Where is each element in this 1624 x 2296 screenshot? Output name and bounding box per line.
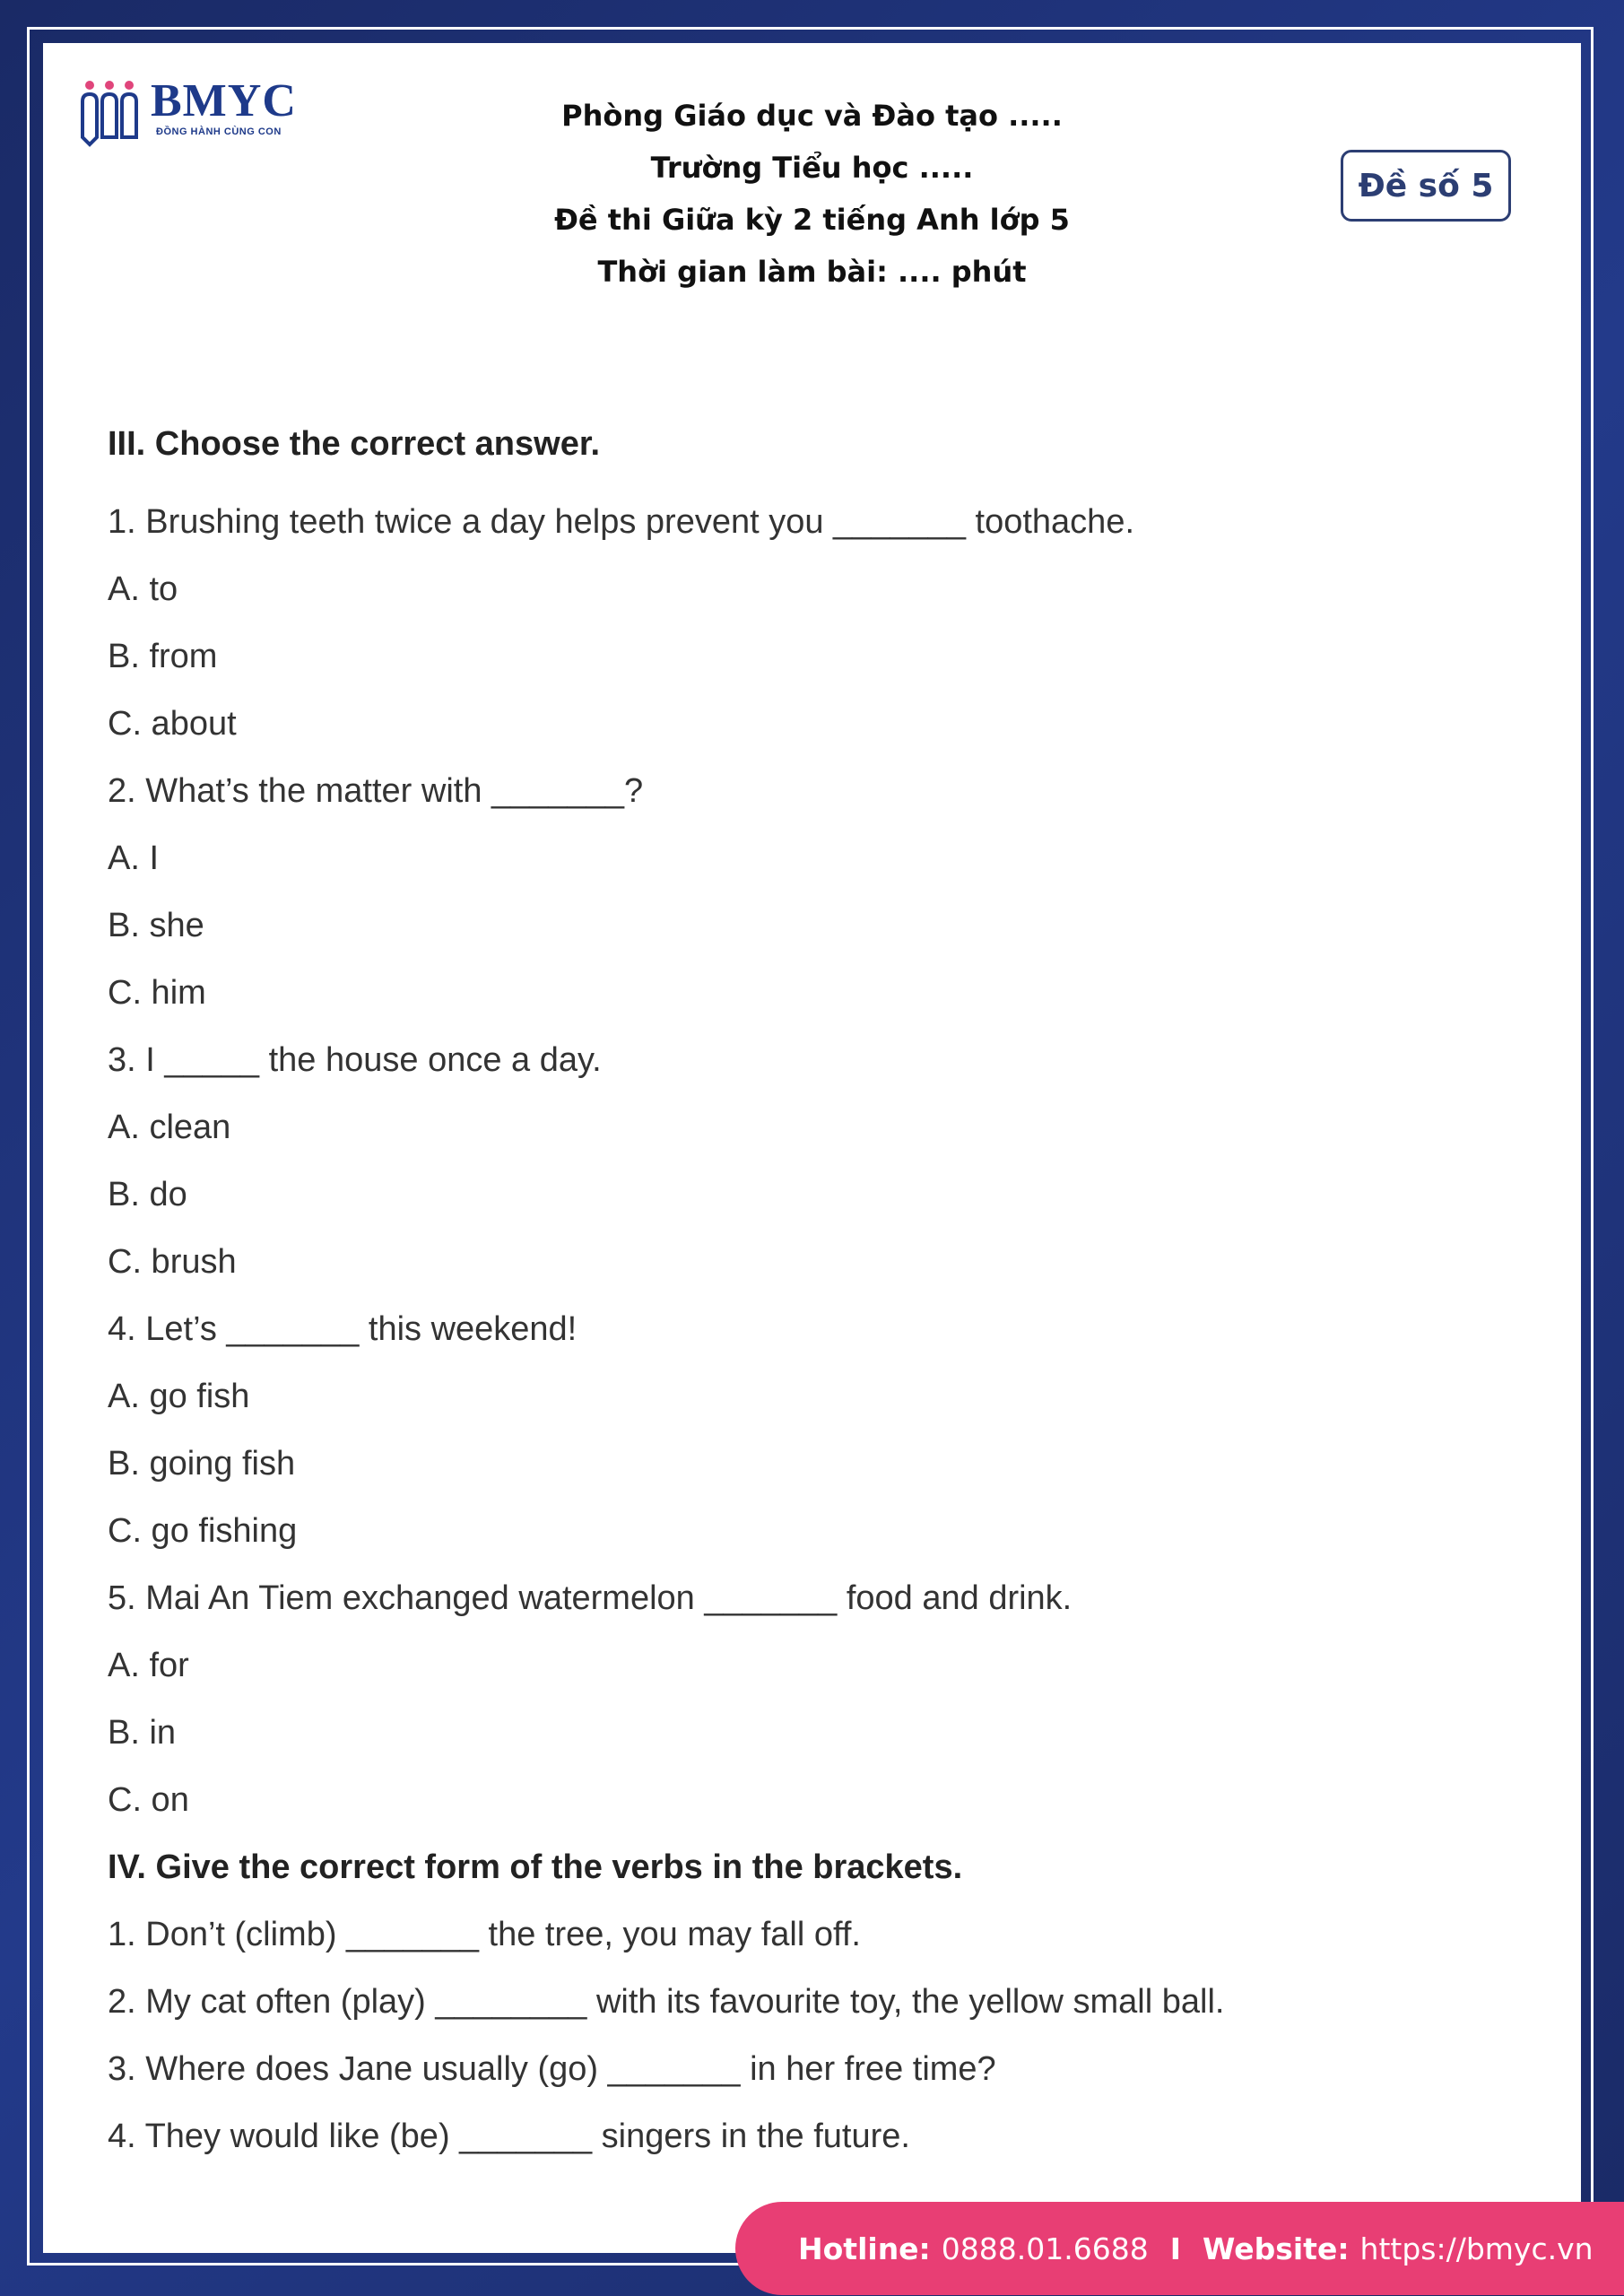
question-text: 1. Brushing teeth twice a day helps prevent you _______ toothache.	[108, 503, 1135, 541]
option: B. she	[108, 907, 204, 944]
hotline-number[interactable]: 0888.01.6688	[941, 2231, 1149, 2266]
verb-item: 4. They would like (be) _______ singers in the future.	[108, 2118, 910, 2155]
option: B. in	[108, 1714, 177, 1752]
question-block	[108, 489, 1507, 758]
header-duration: Thời gian làm bài: .... phút	[597, 255, 1027, 289]
question-block	[108, 1296, 1507, 1565]
option: A. clean	[108, 1109, 231, 1146]
option: B. going fish	[108, 1445, 296, 1483]
option: A. go fish	[108, 1378, 250, 1415]
verb-item: 1. Don’t (climb) _______ the tree, you may fall off.	[108, 1916, 861, 1953]
question-text: 5. Mai An Tiem exchanged watermelon _______ food and drink.	[108, 1579, 1073, 1617]
exam-page	[43, 43, 1581, 2253]
question-block	[108, 758, 1507, 1027]
website-label: Website:	[1202, 2231, 1350, 2266]
question-text: 4. Let’s _______ this weekend!	[108, 1310, 578, 1348]
option: C. brush	[108, 1243, 237, 1281]
header-department: Phòng Giáo dục và Đào tạo .....	[561, 99, 1063, 133]
question-text: 2. What’s the matter with _______?	[108, 772, 644, 810]
option: A. I	[108, 839, 160, 877]
option: A. for	[108, 1647, 189, 1684]
option: B. do	[108, 1176, 187, 1213]
question-block	[108, 1027, 1507, 1296]
header-exam-title: Đề thi Giữa kỳ 2 tiếng Anh lớp 5	[554, 203, 1070, 237]
header-school: Trường Tiểu học .....	[650, 151, 974, 185]
option: C. him	[108, 974, 206, 1012]
option: B. from	[108, 638, 218, 675]
logo-brand: BMYC	[151, 75, 297, 126]
exam-number-badge: Đề số 5	[1341, 150, 1511, 222]
option: A. to	[108, 570, 178, 608]
section-3-title: III. Choose the correct answer.	[108, 425, 601, 463]
question-block	[108, 1565, 1507, 1834]
website-link[interactable]: https://bmyc.vn	[1359, 2231, 1594, 2266]
option: C. about	[108, 705, 237, 743]
option: C. go fishing	[108, 1512, 298, 1550]
logo-tagline: ĐỒNG HÀNH CÙNG CON	[156, 126, 282, 137]
hotline-label: Hotline:	[798, 2231, 931, 2266]
verb-item: 3. Where does Jane usually (go) _______ in her free time?	[108, 2050, 996, 2088]
footer-separator: I	[1169, 2231, 1181, 2266]
verb-item: 2. My cat often (play) ________ with its favourite toy, the yellow small ball.	[108, 1983, 1225, 2021]
question-text: 3. I _____ the house once a day.	[108, 1041, 602, 1079]
contact-footer	[735, 2202, 1624, 2295]
section-4-title: IV. Give the correct form of the verbs in the brackets.	[108, 1848, 963, 1886]
option: C. on	[108, 1781, 189, 1819]
exam-content	[108, 411, 1507, 2170]
